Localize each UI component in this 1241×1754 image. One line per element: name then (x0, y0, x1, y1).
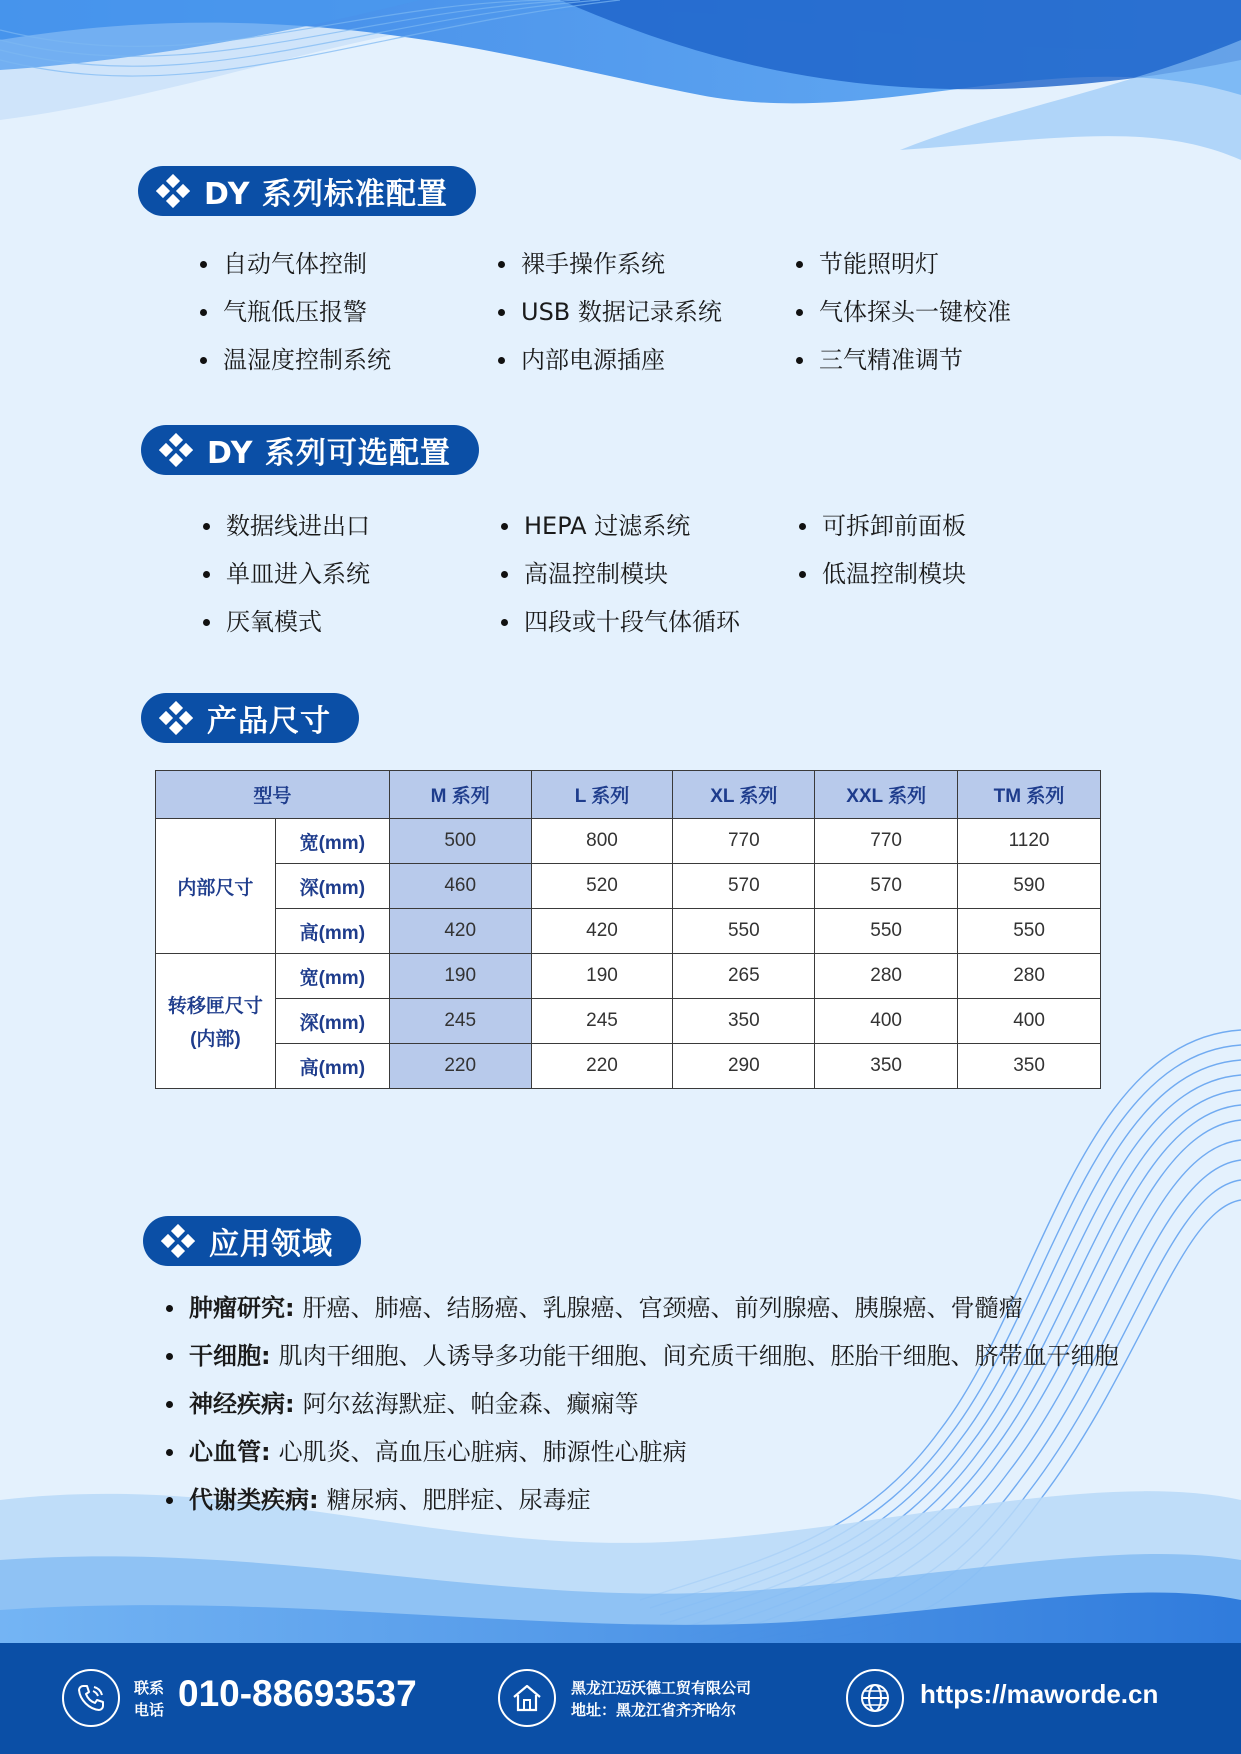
diamond-icon (156, 174, 190, 208)
dimensions-table (155, 770, 1101, 1089)
section-header-dimensions (141, 693, 359, 743)
list-item: 干细胞: 肌肉干细胞、人诱导多功能干细胞、间充质干细胞、胚胎干细胞、脐带血干细胞 (166, 1340, 1226, 1372)
table-cell: 1120 (958, 819, 1101, 864)
contact-label-line1: 联系 (134, 1679, 165, 1697)
bullet-icon (203, 523, 210, 530)
list-item: 内部电源插座 (498, 344, 796, 376)
applications-list (166, 1292, 1226, 1532)
table-cell: 265 (673, 954, 815, 999)
table-cell: 570 (815, 864, 958, 909)
bullet-icon (166, 1305, 173, 1312)
group-label (156, 954, 276, 1089)
bullet-icon (166, 1401, 173, 1408)
header-model: 型号 (156, 771, 390, 819)
dim-label: 宽(mm) (275, 954, 389, 999)
list-item: 单皿进入系统 (203, 558, 501, 590)
bullet-icon (796, 261, 803, 268)
dim-label: 深(mm) (275, 864, 389, 909)
bullet-icon (200, 309, 207, 316)
section-header-applications (143, 1216, 361, 1266)
table-cell: 770 (815, 819, 958, 864)
dim-label: 高(mm) (275, 1044, 389, 1089)
list-item: HEPA 过滤系统 (501, 510, 799, 542)
list-item: 气瓶低压报警 (200, 296, 498, 328)
table-cell: 590 (958, 864, 1101, 909)
table-row (156, 819, 1101, 864)
bullet-icon (501, 571, 508, 578)
bullet-icon (796, 309, 803, 316)
bullet-icon (203, 619, 210, 626)
table-cell: 190 (531, 954, 673, 999)
list-item: USB 数据记录系统 (498, 296, 796, 328)
bullet-icon (166, 1449, 173, 1456)
optional-config-list (203, 510, 1097, 638)
table-cell: 800 (531, 819, 673, 864)
list-item: 气体探头一键校准 (796, 296, 1094, 328)
list-item: 神经疾病: 阿尔兹海默症、帕金森、癫痫等 (166, 1388, 1226, 1420)
standard-config-list (200, 248, 1094, 376)
section-title: 应用领域 (209, 1227, 333, 1262)
table-cell: 550 (958, 909, 1101, 954)
table-cell: 350 (815, 1044, 958, 1089)
diamond-icon (159, 701, 193, 735)
bullet-icon (796, 357, 803, 364)
table-row (156, 1044, 1101, 1089)
section-header-optional-config (141, 425, 479, 475)
diamond-icon (159, 433, 193, 467)
diamond-icon (161, 1224, 195, 1258)
table-cell: 350 (673, 999, 815, 1044)
home-icon (498, 1669, 556, 1727)
header-col: L 系列 (531, 771, 673, 819)
list-item: 厌氧模式 (203, 606, 501, 638)
table-row (156, 954, 1101, 999)
header-col: XL 系列 (673, 771, 815, 819)
table-row (156, 864, 1101, 909)
phone-icon (62, 1669, 120, 1727)
table-cell: 245 (389, 999, 531, 1044)
bullet-icon (203, 571, 210, 578)
bullet-icon (799, 523, 806, 530)
table-cell: 290 (673, 1044, 815, 1089)
group-label-line2: (内部) (190, 1029, 241, 1050)
list-item: 自动气体控制 (200, 248, 498, 280)
list-item: 低温控制模块 (799, 558, 1097, 590)
dim-label: 深(mm) (275, 999, 389, 1044)
company-name: 黑龙江迈沃德工贸有限公司 (571, 1679, 752, 1697)
bullet-icon (501, 619, 508, 626)
list-item: 三气精准调节 (796, 344, 1094, 376)
phone-number: 010-88693537 (178, 1673, 417, 1714)
table-cell: 570 (673, 864, 815, 909)
section-title: 产品尺寸 (207, 704, 331, 739)
list-item: 高温控制模块 (501, 558, 799, 590)
header-col: XXL 系列 (815, 771, 958, 819)
table-cell: 220 (531, 1044, 673, 1089)
list-item: 节能照明灯 (796, 248, 1094, 280)
table-cell: 550 (815, 909, 958, 954)
table-row (156, 909, 1101, 954)
group-label-line1: 转移匣尺寸 (167, 996, 263, 1017)
contact-label-line2: 电话 (134, 1701, 165, 1719)
group-label: 内部尺寸 (156, 819, 276, 954)
globe-icon (846, 1669, 904, 1727)
table-header-row (156, 771, 1101, 819)
list-item: 心血管: 心肌炎、高血压心脏病、肺源性心脏病 (166, 1436, 1226, 1468)
table-cell: 220 (389, 1044, 531, 1089)
list-item: 温湿度控制系统 (200, 344, 498, 376)
dim-label: 宽(mm) (275, 819, 389, 864)
bullet-icon (200, 357, 207, 364)
list-item: 代谢类疾病: 糖尿病、肥胖症、尿毒症 (166, 1484, 1226, 1516)
table-cell: 420 (531, 909, 673, 954)
bullet-icon (799, 571, 806, 578)
table-cell: 280 (958, 954, 1101, 999)
table-cell: 500 (389, 819, 531, 864)
table-cell: 350 (958, 1044, 1101, 1089)
bullet-icon (498, 357, 505, 364)
bullet-icon (501, 523, 508, 530)
table-cell: 520 (531, 864, 673, 909)
list-item: 数据线进出口 (203, 510, 501, 542)
table-cell: 550 (673, 909, 815, 954)
bullet-icon (200, 261, 207, 268)
list-item: 四段或十段气体循环 (501, 606, 799, 638)
bullet-icon (498, 309, 505, 316)
list-item: 裸手操作系统 (498, 248, 796, 280)
section-title: DY 系列可选配置 (207, 436, 451, 471)
table-cell: 420 (389, 909, 531, 954)
bullet-icon (166, 1353, 173, 1360)
list-item: 肿瘤研究: 肝癌、肺癌、结肠癌、乳腺癌、宫颈癌、前列腺癌、胰腺癌、骨髓瘤 (166, 1292, 1226, 1324)
header-col: TM 系列 (958, 771, 1101, 819)
table-cell: 770 (673, 819, 815, 864)
bullet-icon (166, 1497, 173, 1504)
table-cell: 460 (389, 864, 531, 909)
list-item: 可拆卸前面板 (799, 510, 1097, 542)
bullet-icon (498, 261, 505, 268)
table-cell: 400 (958, 999, 1101, 1044)
website-link[interactable]: https://maworde.cn (920, 1679, 1159, 1709)
table-row (156, 999, 1101, 1044)
footer-bar (0, 1643, 1241, 1754)
table-cell: 190 (389, 954, 531, 999)
company-address: 地址：黑龙江省齐齐哈尔 (571, 1701, 737, 1719)
table-cell: 280 (815, 954, 958, 999)
section-title: DY 系列标准配置 (204, 177, 448, 212)
table-cell: 245 (531, 999, 673, 1044)
table-cell: 400 (815, 999, 958, 1044)
header-col: M 系列 (389, 771, 531, 819)
section-header-standard-config (138, 166, 476, 216)
dim-label: 高(mm) (275, 909, 389, 954)
